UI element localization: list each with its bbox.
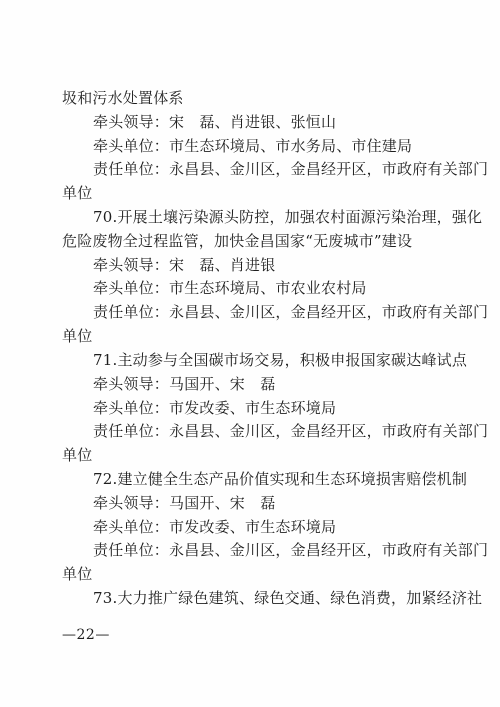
text-line: 牵头领导：马国开、宋 磊 bbox=[93, 494, 276, 512]
text-line: 牵头单位：市生态环境局、市农业农村局 bbox=[93, 279, 367, 297]
text-line: 牵头领导：马国开、宋 磊 bbox=[93, 375, 276, 393]
text-line: 单位 bbox=[62, 184, 93, 202]
text-line: 责任单位：永昌县、金川区，金昌经开区，市政府有关部门 bbox=[93, 541, 489, 559]
text-line: 71.主动参与全国碳市场交易，积极申报国家碳达峰试点 bbox=[93, 351, 468, 369]
text-line: 单位 bbox=[62, 446, 93, 464]
text-line: 责任单位：永昌县、金川区，金昌经开区，市政府有关部门 bbox=[93, 160, 489, 178]
text-line: 73.大力推广绿色建筑、绿色交通、绿色消费，加紧经济社 bbox=[93, 589, 483, 607]
text-line: 牵头单位：市生态环境局、市水务局、市住建局 bbox=[93, 137, 413, 155]
text-line: 牵头单位：市发改委、市生态环境局 bbox=[93, 518, 337, 536]
text-line: 单位 bbox=[62, 565, 93, 583]
text-line: 单位 bbox=[62, 327, 93, 345]
text-line: 危险废物全过程监管，加快金昌国家“无废城市”建设 bbox=[62, 232, 413, 250]
text-line: 牵头领导：宋 磊、肖进银、张恒山 bbox=[93, 113, 337, 131]
text-line: 责任单位：永昌县、金川区，金昌经开区，市政府有关部门 bbox=[93, 422, 489, 440]
text-line: 牵头单位：市发改委、市生态环境局 bbox=[93, 399, 337, 417]
text-line: 圾和污水处置体系 bbox=[62, 89, 184, 107]
page-number: —22— bbox=[62, 627, 110, 643]
text-line: 70.开展土壤污染源头防控，加强农村面源污染治理，强化 bbox=[93, 208, 483, 226]
text-line: 72.建立健全生态产品价值实现和生态环境损害赔偿机制 bbox=[93, 470, 468, 488]
text-line: 责任单位：永昌县、金川区，金昌经开区，市政府有关部门 bbox=[93, 303, 489, 321]
text-line: 牵头领导：宋 磊、肖进银 bbox=[93, 256, 276, 274]
